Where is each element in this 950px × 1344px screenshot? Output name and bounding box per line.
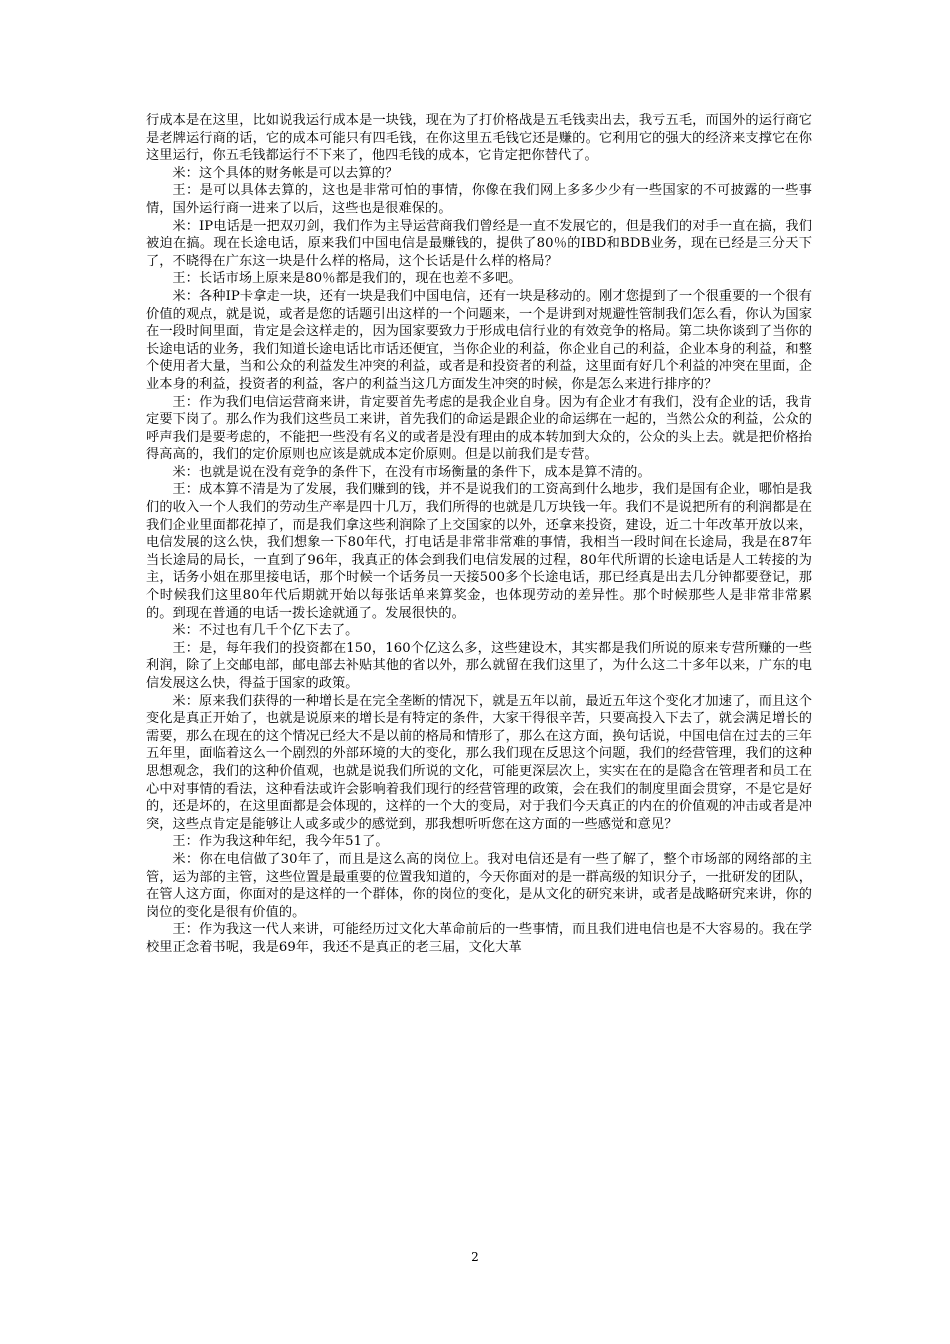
paragraph: 米：这个具体的财务帐是可以去算的？ (172, 165, 399, 181)
paragraph: 王：作为我这一代人来讲，可能经历过文化大革命前后的一些事情，而且我们进电信也是不大容易的。我在学校里正念着书呢，我是69年，我还不是真正的老三届，文化大革 (146, 922, 812, 955)
paragraph: 米：你在电信做了30年了，而且是这么高的岗位上。我对电信还是有一些了解了，整个市场部的网络部的主管，运为部的主管，这些位置是最重要的位置我知道的，今天你面对的是一群高级的知识分子，一批研发的团队，在管人这方面，你面对的是这样的一个群体，你的岗位的变化，是从文化的研究来讲，或者是战略研究来讲，你的岗位的变化是很有价值的。 (146, 851, 812, 920)
paragraph: 米：原来我们获得的一种增长是在完全垄断的情况下，就是五年以前，最近五年这个变化才加速了，而且这个变化是真正开始了，也就是说原来的增长是有特定的条件，大家干得很辛苦，只要高投入下去了，就会满足增长的需要，那么在现在的这个情况已经大不是以前的格局和情形了，那么在这方面，换句话说，中国电信在过去的三年五年里，面临着这么一个剧烈的外部环境的大的变化，那么我们现在反思这个问题，我们的经营管理，我们的这种思想观念，我们的这种价值观，也就是说我们所说的文化，可能更深层次上，实实在在的是隐含在管理者和员工在心中对事情的看法，这种看法或许会影响着我们现行的经营管理的政策，会在我们的制度里面会贯穿，不是它是好的，还是坏的，在这里面都是会体现的，这样的一个大的变局，对于我们今天真正的内在的价值观的冲击或者是冲突，这些点肯定是能够让人或多或少的感觉到，那我想听听您在这方面的一些感觉和意见？ (146, 693, 812, 832)
paragraph: 王：作为我们电信运营商来讲，肯定要首先考虑的是我企业自身。因为有企业才有我们，没有企业的话，我肯定要下岗了。那么作为我们这些员工来讲，首先我们的命运是跟企业的命运绑在一起的，当然公众的利益，公众的呼声我们是要考虑的，不能把一些没有名义的或者是没有理由的成本转加到大众的，公众的头上去。就是把价格抬得高高的，我们的定价原则也应该是就成本定价原则。但是以前我们是专营。 (146, 394, 812, 463)
paragraph: 王：长话市场上原来是80％都是我们的，现在也差不多吧。 (172, 271, 522, 287)
paragraph: 米：不过也有几千个亿下去了。 (172, 623, 359, 639)
paragraph: 米：各种IP卡拿走一块，还有一块是我们中国电信，还有一块是移动的。刚才您提到了一个很重要的一个很有价值的观点，就是说，或者是您的话题引出这样的一个问题来，一个是讲到对规避性管制我们怎么看，你认为国家在一段时间里面，肯定是会这样走的，因为国家要致力于形成电信行业的有效竞争的格局。第二块你谈到了当你的长途电话的业务，我们知道长途电话比市话还便宜，当你企业的利益，你企业自己的利益，企业本身的利益，和整个使用者大量，当和公众的利益发生冲突的利益，或者是和投资者的利益，这里面有好几个利益的冲突在里面，企业本身的利益，投资者的利益，客户的利益当这几方面发生冲突的时候，你是怎么来进行排序的？ (146, 288, 812, 392)
body-text (146, 112, 812, 957)
paragraph: 米：IP电话是一把双刃剑，我们作为主导运营商我们曾经是一直不发展它的，但是我们的对手一直在搞，我们被迫在搞。现在长途电话，原来我们中国电信是最赚钱的，提供了80％的IBD和BDB业务，现在已经是三分天下了，不晓得在广东这一块是什么样的格局，这个长话是什么样的格局？ (146, 218, 812, 269)
paragraph: 米：也就是说在没有竞争的条件下，在没有市场衡量的条件下，成本是算不清的。 (172, 464, 651, 480)
paragraph-continuation: 行成本是在这里，比如说我运行成本是一块钱，现在为了打价格战是五毛钱卖出去，我亏五毛，而国外的运行商它是老牌运行商的话，它的成本可能只有四毛钱，在你这里五毛钱它还是赚的。它利用它的强大的经济来支撑它在你这里运行，你五毛钱都运行不下来了，他四毛钱的成本，它肯定把你替代了。 (146, 113, 812, 164)
paragraph: 王：作为我这种年纪，我今年51了。 (172, 834, 389, 850)
paragraph: 王：是，每年我们的投资都在150，160个亿这么多，这些建设木，其实都是我们所说的原来专营所赚的一些利润，除了上交邮电部，邮电部去补贴其他的省以外，那么就留在我们这里了，为什么这二十多年以来，广东的电信发展这么快，得益于国家的政策。 (146, 640, 812, 691)
paragraph: 王：成本算不清是为了发展，我们赚到的钱，并不是说我们的工资高到什么地步，我们是国有企业，哪怕是我们的收入一个人我们的劳动生产率是四十几万，我们所得的也就是几万块钱一年。我们不是说把所有的利润都是在我们企业里面都花掉了，而是我们拿这些利润除了上交国家的以外，还拿来投资，建设，近二十年改革开放以来，电信发展的这么快，我们想象一下80年代，打电话是非常非常难的事情，我相当一段时间在长途局，我是在87年当长途局的局长，一直到了96年，我真正的体会到我们电信发展的过程，80年代所谓的长途电话是人工转接的为主，话务小姐在那里接电话，那个时候一个话务员一天接500多个长途电话，那已经真是出去几分钟都要登记，那个时候我们这里80年代后期就开始以每张话单来算奖金，也体现劳动的差异性。那个时候那些人是非常非常累的。到现在普通的电话一拨长途就通了。发展很快的。 (146, 482, 812, 621)
paragraph: 王：是可以具体去算的，这也是非常可怕的事情，你像在我们网上多多少少有一些国家的不可披露的一些事情，国外运行商一进来了以后，这些也是很难保的。 (146, 183, 812, 216)
page-number: 2 (471, 1250, 479, 1264)
